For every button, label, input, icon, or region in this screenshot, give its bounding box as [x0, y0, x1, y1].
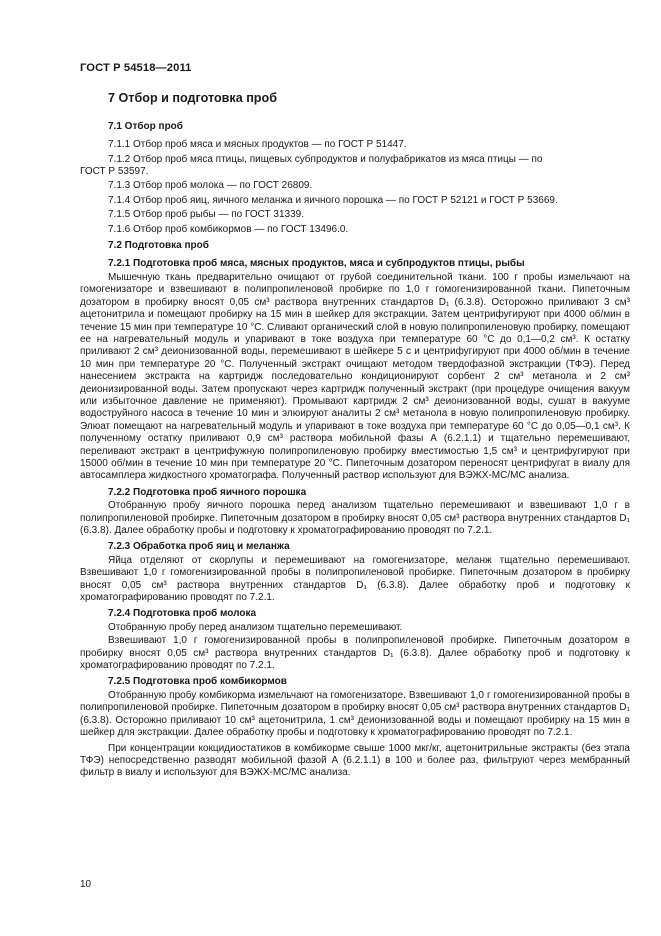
- document-header: ГОСТ Р 54518—2011: [80, 62, 192, 74]
- page-number: 10: [80, 879, 92, 890]
- item-7-1-2-cont: ГОСТ Р 53597.: [80, 166, 149, 178]
- section-7-2-title: 7.2 Подготовка проб: [108, 240, 209, 252]
- section-7-2-5-title: 7.2.5 Подготовка проб комбикормов: [108, 676, 287, 688]
- item-7-1-6: 7.1.6 Отбор проб комбикормов — по ГОСТ 13496.0.: [108, 223, 349, 235]
- section-7-2-3-text: Яйца отделяют от скорлупы и перемешивают на гомогенизаторе, меланж тщательно перемешивают. Взвешивают 1,0 г гомогенизированной пробы в полипропиленовой пробирке. Пипеточным дозатором в пробирку вносят 0,05 см³ раствора внутренних стандартов D₁ (6.3.8). Далее обработку проб и подготовку к хроматографированию проводят по 7.2.1.: [80, 554, 630, 604]
- item-7-1-1: 7.1.1 Отбор проб мяса и мясных продуктов — по ГОСТ Р 51447.: [108, 139, 407, 151]
- section-7-2-4-text-2: Взвешивают 1,0 г гомогенизированной пробы в полипропиленовой пробирке. Пипеточным дозатором в пробирку вносят 0,05 см³ раствора внутренних стандартов D₁ (6.3.8). Далее обработку проб и подготовку к хроматографированию проводят по 7.2.1.: [80, 635, 630, 672]
- item-7-1-2: 7.1.2 Отбор проб мяса птицы, пищевых субпродуктов и полуфабрикатов из мяса птицы — по: [108, 153, 543, 165]
- section-7-2-4-title: 7.2.4 Подготовка проб молока: [108, 608, 257, 620]
- section-7-2-3-title: 7.2.3 Обработка проб яиц и меланжа: [108, 541, 290, 553]
- item-7-1-4: 7.1.4 Отбор проб яиц, яичного меланжа и яичного порошка — по ГОСТ Р 52121 и ГОСТ Р 53669.: [108, 194, 558, 206]
- document-body: [80, 62, 630, 780]
- section-7-2-1-text: Мышечную ткань предварительно очищают от грубой соединительной ткани. 100 г пробы измельчают на гомогенизаторе и взвешивают в полипропиленовой пробирке по 1,0 г гомогенизированной ткани. Пипеточным дозатором в пробирку вносят 0,05 см³ раствора внутренних стандартов D₁ (6.3.8). Осторожно приливают 3 см³ ацетонитрила и помещают пробирку на 15 мин в шейкер для экстракции. Затем центрифугируют при 4000 об/мин в течение 15 мин при температуре 10 °С. Сливают органический слой в новую полипропиленовую пробирку, помещают ее на нагревательный модуль и упаривают в токе воздуха при температуре 60 °С до 0,1—0,2 см³. К остатку приливают 2 см³ деионизованной воды, перемешивают в шейкере 5 с и центрифугируют при 4000 об/мин в течение 10 мин при температуре 20 °С. Полученный экстракт очищают методом твердофазной экстракции (ТФЭ). Перед нанесением экстракта на картридж последовательно кондиционируют сорбент 2 см³ метанола и 2 см³ деионизированной воды. Затем пропускают через картридж полученный экстракт (при процедуре очищения вакуум или избыточное давление не применяют). Промывают картридж 2 см³ деионизованной воды, сушат в вакууме водоструйного насоса в течение 10 мин и элюируют аналиты 2 см³ метанола в новую полипропиленовую пробирку. Элюат помещают на нагревательный модуль и упаривают в токе воздуха при температуре 60 °С до 0,05—0,1 см³. К полученному остатку приливают 0,9 см³ раствора мобильной фазы А (6.2.1.1) и тщательно перемешивают, переливают экстракт в центрифужную полипропиленовую пробирку вместимостью 1,5 см³ и центрифугируют при 15000 об/мин в течение 10 мин при температуре 20 °С. Пипеточным дозатором переносят центрифугат в виалу для автосамплера жидкостного хроматографа. Полученный раствор используют для ВЭЖХ-МС/МС анализа.: [80, 271, 630, 482]
- item-7-1-3: 7.1.3 Отбор проб молока — по ГОСТ 26809.: [108, 180, 313, 192]
- section-7-2-5-text-1: Отобранную пробу комбикорма измельчают на гомогенизаторе. Взвешивают 1,0 г гомогенизированной пробы в полипропиленовой пробирке. Пипеточным дозатором в пробирку вносят 0,05 см³ раствора внутренних стандартов D₁ (6.3.8). Осторожно приливают 10 см³ ацетонитрила, 1 см³ деионизованной воды и помещают пробирку на 15 мин в шейкер для экстракции. Далее обработку пробы и подготовку к хроматографированию проводят по 7.2.1.: [80, 689, 630, 739]
- section-7-2-1-title: 7.2.1 Подготовка проб мяса, мясных продуктов, мяса и субпродуктов птицы, рыбы: [108, 258, 525, 270]
- section-7-1-title: 7.1 Отбор проб: [108, 120, 183, 132]
- item-7-1-5: 7.1.5 Отбор проб рыбы — по ГОСТ 31339.: [108, 209, 305, 221]
- section-7-2-2-text: Отобранную пробу яичного порошка перед анализом тщательно перемешивают и взвешивают 1,0 г в полипропиленовой пробирке. Пипеточным дозатором в пробирку вносят 0,05 см³ раствора внутренних стандартов D₁ (6.3.8). Далее обработку пробы и подготовку к хроматографированию проводят по 7.2.1.: [80, 500, 630, 536]
- section-7-2-4-text-1: Отобранную пробу перед анализом тщательно перемешивают.: [108, 621, 403, 633]
- section-7-2-2-title: 7.2.2 Подготовка проб яичного порошка: [108, 486, 307, 498]
- section-7-2-5-text-2: При концентрации кокцидиостатиков в комбикорме свыше 1000 мкг/кг, ацетонитрильные экстракты (без этапа ТФЭ) непосредственно разводят мобильной фазой А (6.2.1.1) в 100 и более раз, фильтруют через мембранный фильтр в виалу и используют для ВЭЖХ-МС/МС анализа.: [80, 742, 630, 779]
- section-7-title: 7 Отбор и подготовка проб: [108, 91, 277, 106]
